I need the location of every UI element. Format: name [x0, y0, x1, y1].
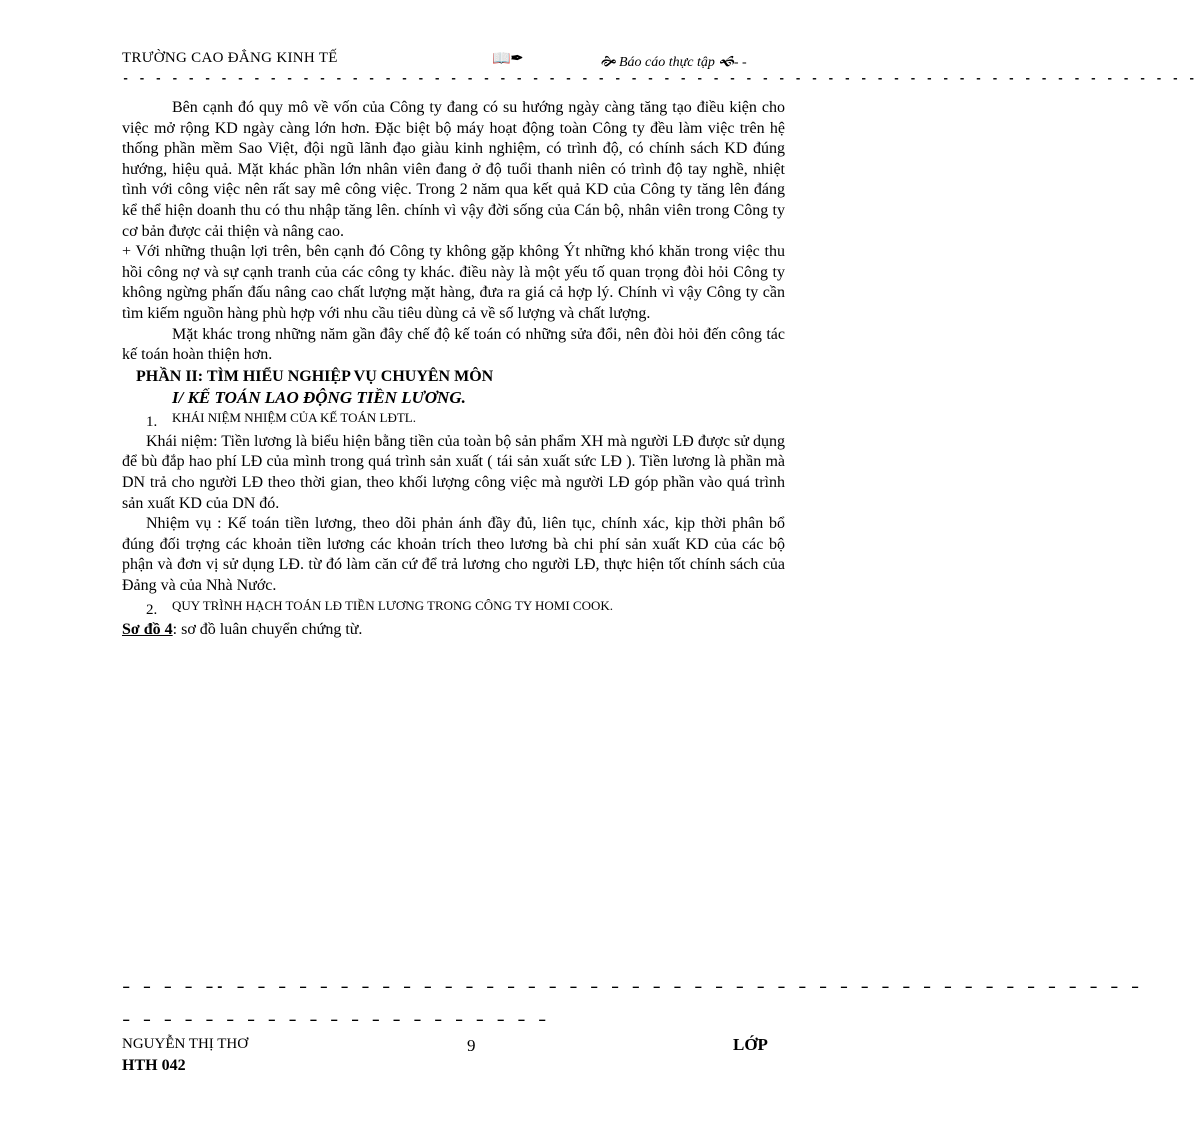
paragraph-concept: Khái niệm: Tiền lương là biểu hiện bằng tiền của toàn bộ sản phẩm XH mà người LĐ được sử dụng để bù đắp hao phí LĐ của mình trong quá trình sản xuất ( tái sản xuất sức LĐ ). Tiền lương là phần mà DN trả cho người LĐ theo thời gian, theo khối lượng công việc mà người LĐ góp phần vào quá trình sản xuất KD của DN đó. — [122, 432, 785, 512]
paragraph-accounting-changes: Mặt khác trong những năm gần đây chế độ kế toán có những sửa đổi, nên đòi hỏi đến công tác kế toán hoàn thiện hơn. — [122, 325, 785, 364]
diagram-label: Sơ đồ 4 — [122, 621, 173, 639]
book-pen-icon: 📖✒ — [492, 51, 524, 67]
header-school-name: TRƯỜNG CAO ĐẲNG KINH TẾ — [122, 50, 338, 66]
footer-divider-line-2: – – – – – – – – – – – – – – – – – – – – – — [122, 1013, 549, 1029]
numbered-heading-2 — [122, 596, 785, 620]
section-one-title: I/ KẾ TOÁN LAO ĐỘNG TIỀN LƯƠNG. — [172, 387, 466, 407]
header-report-title: 🙞 Báo cáo thực tập 🙜- - — [600, 55, 747, 70]
heading-2-text: QUY TRÌNH HẠCH TOÁN LĐ TIỀN LƯƠNG TRONG CÔNG TY HOMI COOK. — [172, 598, 614, 614]
paragraph-difficulties: + Với những thuận lợi trên, bên cạnh đó Công ty không gặp không Ýt những khó khăn trong việc thu hồi công nợ và sự cạnh tranh của các công ty khác. điều này là một yếu tố quan trọng đòi hỏi Công ty không ngừng phấn đấu nâng cao chất lượng mặt hàng, đưa ra giá cả hợp lý. Chính vì vậy Công ty cần tìm kiếm nguồn hàng phù hợp với nhu cầu tiêu dùng cả về số lượng và chất lượng. — [122, 243, 785, 322]
heading-2-number: 2. — [146, 602, 158, 619]
heading-1-text: KHÁI NIỆM NHIỆM CỦA KẾ TOÁN LĐTL. — [172, 409, 416, 425]
diagram-caption — [122, 620, 785, 641]
footer-class-label: LỚP — [733, 1035, 768, 1054]
diagram-caption-text: : sơ đồ luân chuyển chứng từ. — [172, 621, 363, 639]
footer-class-code: HTH 042 — [122, 1057, 186, 1074]
numbered-heading-1 — [122, 408, 785, 432]
page-number: 9 — [467, 1036, 476, 1055]
document-body — [122, 98, 785, 641]
header-divider: - - - - - - - - - - - - - - - - - - - - - - - - - - - - - - - - - - - - - - - - - - - - - - - - - - - - - - - - - - - - - - - - - - — [122, 72, 1196, 86]
footer-author: NGUYỄN THỊ THƠ — [122, 1036, 249, 1052]
paragraph-duties: Nhiệm vụ : Kế toán tiền lương, theo dõi phản ánh đầy đủ, liên tục, chính xác, kịp thời phân bổ đúng đối trợng các khoản tiền lương các khoản trích theo lương bà chi phí sản xuất KD của các bộ phận và đơn vị sử dụng LĐ. từ đó làm căn cứ để trả lương cho người LĐ, thực hiện tốt chính sách của Đảng và của Nhà Nước. — [122, 515, 785, 594]
footer-divider-line-1: – – – – –- – – – – – – – – – – – – – – – – – – – – – – – – – – – – – – – – – – – – – – – – – – – – — [122, 980, 1142, 996]
paragraph-capital-scale: Bên cạnh đó quy mô về vốn của Công ty đang có su hướng ngày càng tăng tạo điều kiện cho việc mở rộng KD ngày càng lớn hơn. Đặc biệt bộ máy hoạt động toàn Công ty đều làm việc trên hệ thống phần mềm Sao Việt, đội ngũ lãnh đạo giàu kinh nghiệm, có trình độ, có chính sách KD đúng hướng, hiệu quả. Mặt khác phần lớn nhân viên đang ở độ tuổi thanh niên có trình độ tay nghề, nhiệt tình với công việc nên rất say mê công việc. Trong 2 năm qua kết quả KD của Công ty tăng lên đáng kể thể hiện doanh thu có thu nhập tăng lên. chính vì vậy đời sống của Cán bộ, nhân viên trong Công ty cơ bản được cải thiện và nâng cao. — [122, 99, 785, 240]
heading-1-number: 1. — [146, 413, 158, 430]
part-two-title: PHẦN II: TÌM HIỂU NGHIỆP VỤ CHUYÊN MÔN — [136, 367, 494, 385]
